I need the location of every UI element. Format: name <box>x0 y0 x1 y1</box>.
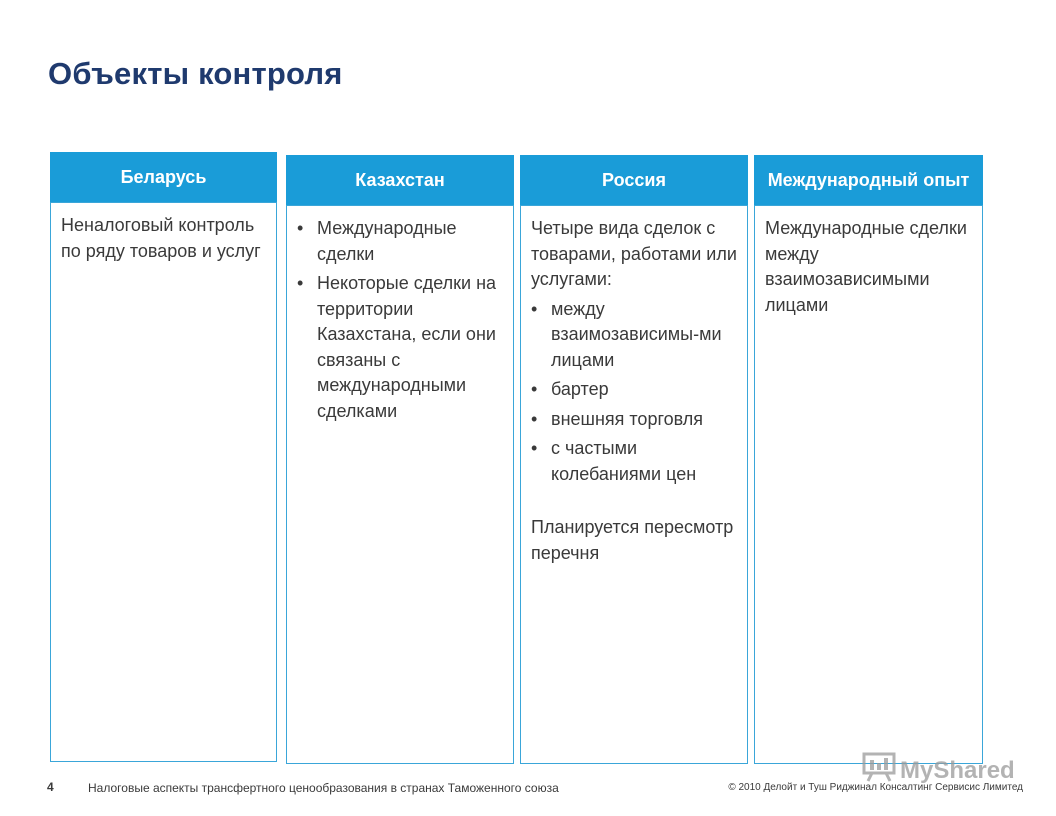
column-header <box>50 152 277 202</box>
bullet-icon: • <box>531 379 538 399</box>
page-title: Объекты контроля <box>48 56 343 91</box>
presentation-board-icon <box>862 752 896 789</box>
watermark-text: MyShared <box>900 756 1015 784</box>
column-paragraph: Четыре вида сделок с товарами, работами или услугами: <box>531 218 737 289</box>
list-item-text: с частыми колебаниями цен <box>551 438 697 484</box>
page-number: 4 <box>47 780 54 794</box>
list-item <box>297 216 503 267</box>
column-header <box>286 155 514 205</box>
column-russia <box>520 155 748 764</box>
column-paragraph: Международные сделки между взаимозависимыми лицами <box>765 218 967 315</box>
column-body <box>520 205 748 764</box>
column-body <box>286 205 514 764</box>
column-paragraph: Неналоговый контроль по ряду товаров и услуг <box>61 215 261 261</box>
footer-copyright: © 2010 Делойт и Туш Риджинал Консалтинг Сервисис Лимитед <box>728 782 1023 793</box>
list-item-text: между взаимозависимы-ми лицами <box>551 298 722 370</box>
list-item <box>297 271 503 424</box>
column-header <box>754 155 983 205</box>
column-international <box>754 155 983 764</box>
column-header-label: Международный опыт <box>767 170 970 190</box>
bullet-icon: • <box>297 273 304 293</box>
list-item-text: Международные сделки <box>317 218 457 264</box>
column-kazakhstan <box>286 155 514 764</box>
column-header <box>520 155 748 205</box>
column-note: Планируется пересмотр перечня <box>531 517 734 563</box>
bullet-list <box>531 297 737 488</box>
list-item-text: внешняя торговля <box>551 408 704 429</box>
list-item <box>531 407 737 433</box>
bullet-list <box>297 216 503 424</box>
bullet-icon: • <box>297 218 304 238</box>
bullet-icon: • <box>531 298 538 319</box>
watermark <box>862 752 1015 789</box>
bullet-icon: • <box>531 408 538 429</box>
list-item <box>531 436 737 487</box>
list-item <box>531 297 737 374</box>
column-header-label: Беларусь <box>120 167 207 187</box>
list-item-text: Некоторые сделки на территории Казахстана, если они связаны с международными сделками <box>317 273 497 421</box>
column-belarus <box>50 152 277 762</box>
column-body <box>754 205 983 764</box>
bullet-icon: • <box>531 438 538 458</box>
column-header-label: Казахстан <box>355 170 445 190</box>
footer-text: Налоговые аспекты трансфертного ценообразования в странах Таможенного союза <box>88 781 559 795</box>
column-body <box>50 202 277 762</box>
list-item-text: бартер <box>551 379 609 399</box>
column-header-label: Россия <box>602 170 666 190</box>
list-item <box>531 377 737 403</box>
